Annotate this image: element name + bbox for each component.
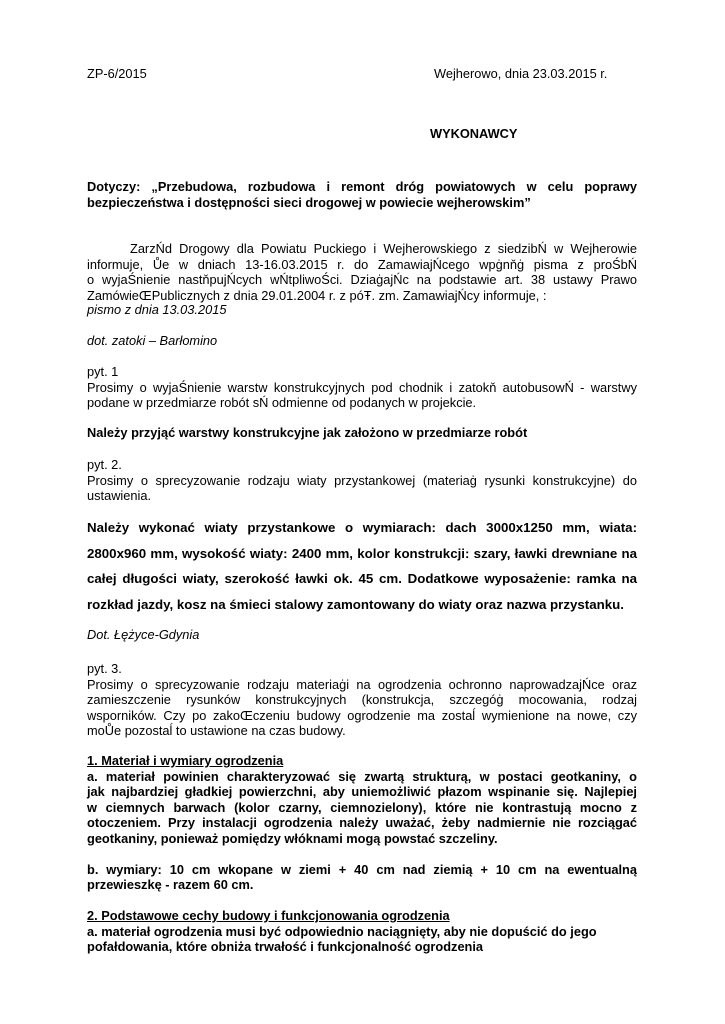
paragraph-line: informuje, Ůe w dniach 13-16.03.2015 r. do ZamawiajŃcego wpġnňġ pisma z proŚbŃ (87, 256, 637, 272)
section-line: przewieszkę - razem 60 cm. (87, 877, 254, 892)
answer-line: całej długości wiaty, szerokość ławki ok. 45 cm. Dodatkowe wyposażenie: ramka na (87, 571, 637, 586)
section-line: geotkaniny, ponieważ pomiędzy włóknami mogą powstać szczeliny. (87, 830, 498, 846)
question-line: moŮe pozostaĺ to ustawione na czas budowy. (87, 723, 346, 738)
answer-2 (87, 515, 637, 617)
section-line: pofałdowania, które obniża trwałość i funkcjonalność ogrodzenia (87, 939, 484, 954)
answer-line: rozkład jazdy, kosz na śmieci stalowy zamontowany do wiaty oraz nazwa przystanku. (87, 596, 624, 612)
question-line: Prosimy o sprecyzowanie rodzaju wiaty przystankowej (materiaġ rysunki konstrukcyjne) do (87, 472, 637, 488)
answer-line: Należy wykonać wiaty przystankowe o wymiarach: dach 3000x1250 mm, wiata: (87, 520, 637, 535)
subject (87, 179, 637, 210)
paragraph-line: ZarzŃd Drogowy dla Powiatu Puckiego i Wejherowskiego z siedzibŃ w Wejherowie (130, 241, 637, 256)
subject-line: bezpieczeństwa i dostępności sieci drogowej w powiecie wejherowskim” (87, 194, 531, 210)
section-line: a. materiał ogrodzenia musi być odpowiednio naciągnięty, aby nie dopuścić do jego (87, 923, 597, 939)
section-line: jak najbardziej gładkiej powierzchni, aby uniemożliwić płazom wspinanie się. Najlepiej (87, 784, 637, 799)
section-line: otoczeniem. Przy instalacji ogrodzenia należy uważać, żeby nadmiernie nie rozciągać (87, 815, 637, 830)
question-label: pyt. 1 (87, 364, 119, 379)
intro-paragraph (87, 241, 637, 303)
section-heading: 1. Materiał i wymiary ogrodzenia (87, 753, 284, 768)
paragraph-line: ZamówieŒPublicznych z dnia 29.01.2004 r. z póŦ. zm. ZamawiajŃcy informuje, : (87, 287, 547, 303)
section-1 (87, 753, 637, 893)
question-line: ustawienia. (87, 488, 152, 503)
letter-date: pismo z dnia 13.03.2015 (87, 302, 227, 317)
section-line: a. materiał powinien charakteryzować się zwartą strukturą, w postaci geotkaniny, o (87, 768, 637, 784)
subject-line: Dotyczy: „Przebudowa, rozbudowa i remont dróg powiatowych w celu poprawy (87, 179, 637, 194)
section-heading: 2. Podstawowe cechy budowy i funkcjonowania ogrodzenia (87, 908, 450, 923)
question-line: wsporników. Czy po zakoŒczeniu budowy ogrodzenie ma zostaĺ wymienione na nowe, czy (87, 707, 637, 723)
paragraph-line: o wyjaŚnienie nastňpujŃcych wŃtpliwoŚci. DziaġajŃc na podstawie art. 38 ustawy Prawo (87, 272, 637, 287)
question-label: pyt. 2. (87, 457, 122, 472)
answer-1: Należy przyjąć warstwy konstrukcyjne jak założono w przedmiarze robót (87, 425, 528, 440)
place-and-date: Wejherowo, dnia 23.03.2015 r. (434, 66, 608, 81)
topic-heading: Dot. Łężyce-Gdynia (87, 627, 200, 642)
question-line: podane w przedmiarze robót sŃ odmienne od podanych w projekcie. (87, 395, 477, 410)
question-2 (87, 457, 637, 504)
question-1 (87, 364, 637, 411)
recipient: WYKONAWCY (430, 126, 518, 141)
section-2 (87, 908, 637, 955)
question-label: pyt. 3. (87, 661, 122, 676)
question-line: Prosimy o wyjaŚnienie warstw konstrukcyjnych pod chodnik i zatokň autobusowŃ - warstwy (87, 379, 637, 395)
reference-number: ZP-6/2015 (87, 66, 147, 81)
section-line: w ciemnych barwach (kolor czarny, ciemnozielony), które nie kontrastują mocno z (87, 799, 637, 815)
section-line: b. wymiary: 10 cm wkopane w ziemi + 40 cm nad ziemią + 10 cm na ewentualną (87, 861, 637, 877)
question-3 (87, 661, 637, 739)
answer-line: 2800x960 mm, wysokość wiaty: 2400 mm, kolor konstrukcji: szary, ławki drewniane na (87, 545, 637, 561)
topic-heading: dot. zatoki – Barłomino (87, 333, 218, 348)
question-line: Prosimy o sprecyzowanie rodzaju materiaġi na ogrodzenia ochronno naprowadzajŃce oraz (87, 676, 637, 692)
question-line: zamieszczenie rysunków konstrukcyjnych (konstrukcja, szczegóġ mocowania, rodzaj (87, 692, 637, 707)
